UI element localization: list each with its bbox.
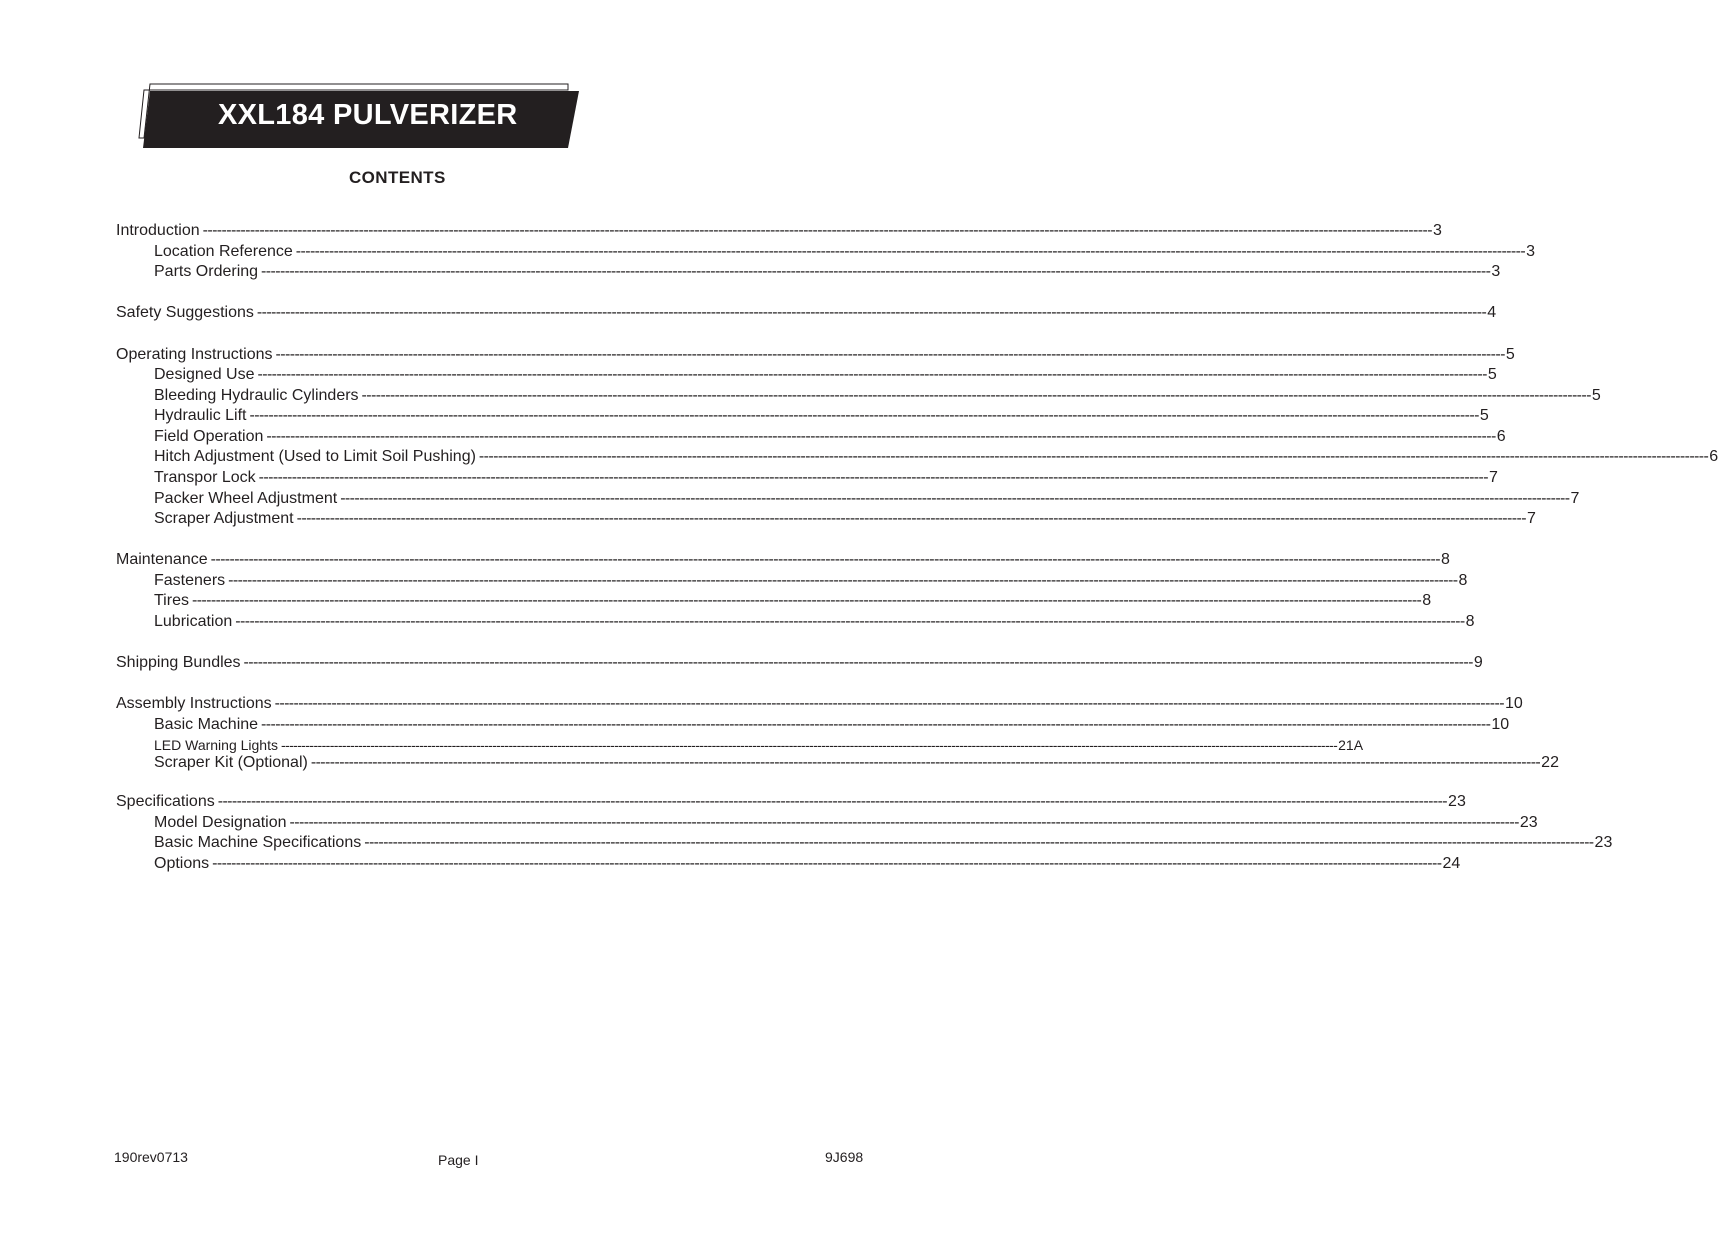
toc-entry bbox=[154, 447, 1718, 467]
toc-entry-title: Parts Ordering bbox=[154, 263, 259, 280]
toc-entry-title: Model Designation bbox=[154, 814, 287, 831]
toc-entry-page: 3 bbox=[1526, 243, 1535, 260]
toc-entry-page: 4 bbox=[1487, 304, 1497, 321]
toc-entry-page: 23 bbox=[1594, 834, 1613, 851]
toc-entry-title: Basic Machine Specifications bbox=[154, 834, 362, 851]
toc-entry bbox=[116, 303, 1497, 323]
toc-entry bbox=[154, 365, 1497, 385]
toc-entry-title: Introduction bbox=[116, 222, 200, 239]
toc-entry-page: 23 bbox=[1448, 793, 1466, 810]
toc-entry bbox=[154, 591, 1432, 611]
toc-entry bbox=[116, 653, 1483, 673]
toc-dot-leader: -------------------------------------------------------------------------------------------------------------------------------------------------------------------------------------------------------------------------------------------------------------------- bbox=[191, 592, 1422, 609]
toc-entry-title: LED Warning Lights bbox=[154, 737, 278, 753]
toc-dot-leader: -------------------------------------------------------------------------------------------------------------------------------------------------------------------------------------------------------------------------------------------------------------------- bbox=[280, 737, 1338, 753]
toc-entry-title: Designed Use bbox=[154, 366, 255, 383]
toc-dot-leader: -------------------------------------------------------------------------------------------------------------------------------------------------------------------------------------------------------------------------------------------------------------------- bbox=[266, 428, 1496, 445]
toc-entry-page: 5 bbox=[1479, 407, 1489, 424]
toc-entry bbox=[154, 813, 1538, 833]
toc-dot-leader: -------------------------------------------------------------------------------------------------------------------------------------------------------------------------------------------------------------------------------------------------------------------- bbox=[261, 263, 1491, 280]
toc-entry-title: Packer Wheel Adjustment bbox=[154, 490, 338, 507]
toc-entry-title: Tires bbox=[154, 592, 189, 609]
toc-entry-page: 6 bbox=[1709, 448, 1718, 465]
toc-dot-leader: -------------------------------------------------------------------------------------------------------------------------------------------------------------------------------------------------------------------------------------------------------------------- bbox=[258, 469, 1488, 486]
toc-entry-page: 3 bbox=[1432, 222, 1442, 239]
toc-dot-leader: -------------------------------------------------------------------------------------------------------------------------------------------------------------------------------------------------------------------------------------------------------------------- bbox=[249, 407, 1479, 424]
toc-entry-page: 22 bbox=[1541, 754, 1559, 771]
toc-entry-title: Scraper Kit (Optional) bbox=[154, 754, 308, 771]
toc-dot-leader: -------------------------------------------------------------------------------------------------------------------------------------------------------------------------------------------------------------------------------------------------------------------- bbox=[235, 613, 1465, 630]
toc-dot-leader: -------------------------------------------------------------------------------------------------------------------------------------------------------------------------------------------------------------------------------------------------------------------- bbox=[228, 572, 1458, 589]
toc-entry-title: Lubrication bbox=[154, 613, 233, 630]
toc-entry bbox=[154, 854, 1461, 874]
toc-entry-page: 8 bbox=[1465, 613, 1475, 630]
toc-entry-page: 21A bbox=[1338, 737, 1364, 753]
toc-entry bbox=[154, 571, 1468, 591]
toc-entry-page: 6 bbox=[1496, 428, 1506, 445]
toc-entry-page: 5 bbox=[1487, 366, 1497, 383]
toc-entry-page: 5 bbox=[1505, 346, 1515, 363]
toc-entry-title: Scraper Adjustment bbox=[154, 510, 294, 527]
toc-entry bbox=[116, 550, 1450, 570]
toc-dot-leader: -------------------------------------------------------------------------------------------------------------------------------------------------------------------------------------------------------------------------------------------------------------------- bbox=[256, 304, 1487, 321]
toc-entry-title: Specifications bbox=[116, 793, 215, 810]
toc-entry-page: 7 bbox=[1526, 510, 1536, 527]
toc-entry-page: 8 bbox=[1458, 572, 1468, 589]
toc-dot-leader: -------------------------------------------------------------------------------------------------------------------------------------------------------------------------------------------------------------------------------------------------------------------- bbox=[212, 855, 1442, 872]
toc-entry bbox=[154, 715, 1510, 735]
toc-entry-title: Operating Instructions bbox=[116, 346, 273, 363]
toc-entry bbox=[116, 221, 1442, 241]
page-title: XXL184 PULVERIZER bbox=[218, 99, 518, 131]
toc-entry-title: Bleeding Hydraulic Cylinders bbox=[154, 387, 359, 404]
toc-dot-leader: -------------------------------------------------------------------------------------------------------------------------------------------------------------------------------------------------------------------------------------------------------------------- bbox=[217, 793, 1448, 810]
toc-entry bbox=[154, 262, 1501, 282]
toc-dot-leader: -------------------------------------------------------------------------------------------------------------------------------------------------------------------------------------------------------------------------------------------------------------------- bbox=[210, 551, 1440, 568]
toc-entry bbox=[116, 792, 1466, 812]
toc-entry-title: Hitch Adjustment (Used to Limit Soil Pushing) bbox=[154, 448, 476, 465]
toc-entry bbox=[154, 833, 1613, 853]
toc-entry-page: 7 bbox=[1570, 490, 1580, 507]
footer-part-number: 9J698 bbox=[825, 1149, 864, 1165]
footer-page-number: Page I bbox=[438, 1152, 479, 1168]
toc-entry-page: 23 bbox=[1519, 814, 1538, 831]
toc-dot-leader: -------------------------------------------------------------------------------------------------------------------------------------------------------------------------------------------------------------------------------------------------------------------- bbox=[243, 654, 1473, 671]
toc-entry bbox=[154, 427, 1506, 447]
toc-entry-title: Maintenance bbox=[116, 551, 208, 568]
toc-dot-leader: -------------------------------------------------------------------------------------------------------------------------------------------------------------------------------------------------------------------------------------------------------------------- bbox=[364, 834, 1594, 851]
toc-entry-title: Hydraulic Lift bbox=[154, 407, 247, 424]
toc-entry-page: 9 bbox=[1473, 654, 1483, 671]
toc-entry-title: Safety Suggestions bbox=[116, 304, 254, 321]
toc-entry-title: Basic Machine bbox=[154, 716, 259, 733]
title-banner bbox=[136, 84, 582, 150]
toc-entry-page: 3 bbox=[1491, 263, 1501, 280]
toc-entry bbox=[154, 489, 1580, 509]
toc-entry bbox=[154, 468, 1498, 488]
toc-dot-leader: -------------------------------------------------------------------------------------------------------------------------------------------------------------------------------------------------------------------------------------------------------------------- bbox=[295, 243, 1526, 260]
toc-dot-leader: -------------------------------------------------------------------------------------------------------------------------------------------------------------------------------------------------------------------------------------------------------------------- bbox=[257, 366, 1487, 383]
toc-dot-leader: -------------------------------------------------------------------------------------------------------------------------------------------------------------------------------------------------------------------------------------------------------------------- bbox=[296, 510, 1526, 527]
footer-revision: 190rev0713 bbox=[114, 1149, 188, 1165]
toc-dot-leader: -------------------------------------------------------------------------------------------------------------------------------------------------------------------------------------------------------------------------------------------------------------------- bbox=[361, 387, 1591, 404]
toc-entry bbox=[154, 509, 1536, 529]
toc-entry bbox=[154, 753, 1559, 773]
toc-dot-leader: -------------------------------------------------------------------------------------------------------------------------------------------------------------------------------------------------------------------------------------------------------------------- bbox=[340, 490, 1570, 507]
toc-dot-leader: -------------------------------------------------------------------------------------------------------------------------------------------------------------------------------------------------------------------------------------------------------------------- bbox=[275, 346, 1505, 363]
toc-entry bbox=[116, 694, 1523, 714]
toc-entry-page: 10 bbox=[1504, 695, 1523, 712]
toc-entry-title: Location Reference bbox=[154, 243, 293, 260]
toc-entry-page: 7 bbox=[1489, 469, 1498, 486]
toc-entry-page: 10 bbox=[1491, 716, 1510, 733]
toc-dot-leader: -------------------------------------------------------------------------------------------------------------------------------------------------------------------------------------------------------------------------------------------------------------------- bbox=[274, 695, 1504, 712]
contents-heading: CONTENTS bbox=[349, 168, 446, 187]
toc-dot-leader: -------------------------------------------------------------------------------------------------------------------------------------------------------------------------------------------------------------------------------------------------------------------- bbox=[289, 814, 1519, 831]
toc-dot-leader: -------------------------------------------------------------------------------------------------------------------------------------------------------------------------------------------------------------------------------------------------------------------- bbox=[478, 448, 1709, 465]
toc-entry bbox=[154, 242, 1535, 262]
toc-dot-leader: -------------------------------------------------------------------------------------------------------------------------------------------------------------------------------------------------------------------------------------------------------------------- bbox=[261, 716, 1491, 733]
toc-entry-title: Options bbox=[154, 855, 210, 872]
toc-entry-title: Shipping Bundles bbox=[116, 654, 241, 671]
toc-entry-title: Assembly Instructions bbox=[116, 695, 272, 712]
toc-entry bbox=[154, 612, 1475, 632]
toc-entry-page: 8 bbox=[1440, 551, 1450, 568]
toc-entry bbox=[154, 406, 1489, 426]
toc-dot-leader: -------------------------------------------------------------------------------------------------------------------------------------------------------------------------------------------------------------------------------------------------------------------- bbox=[310, 754, 1541, 771]
toc-entry-page: 24 bbox=[1442, 855, 1461, 872]
toc-entry-title: Fasteners bbox=[154, 572, 226, 589]
toc-entry-page: 8 bbox=[1422, 592, 1432, 609]
toc-entry-title: Field Operation bbox=[154, 428, 264, 445]
toc-entry bbox=[154, 735, 1364, 755]
toc-entry bbox=[154, 386, 1601, 406]
toc-entry bbox=[116, 345, 1515, 365]
toc-entry-title: Transpor Lock bbox=[154, 469, 256, 486]
toc-dot-leader: -------------------------------------------------------------------------------------------------------------------------------------------------------------------------------------------------------------------------------------------------------------------- bbox=[202, 222, 1432, 239]
toc-entry-page: 5 bbox=[1591, 387, 1601, 404]
